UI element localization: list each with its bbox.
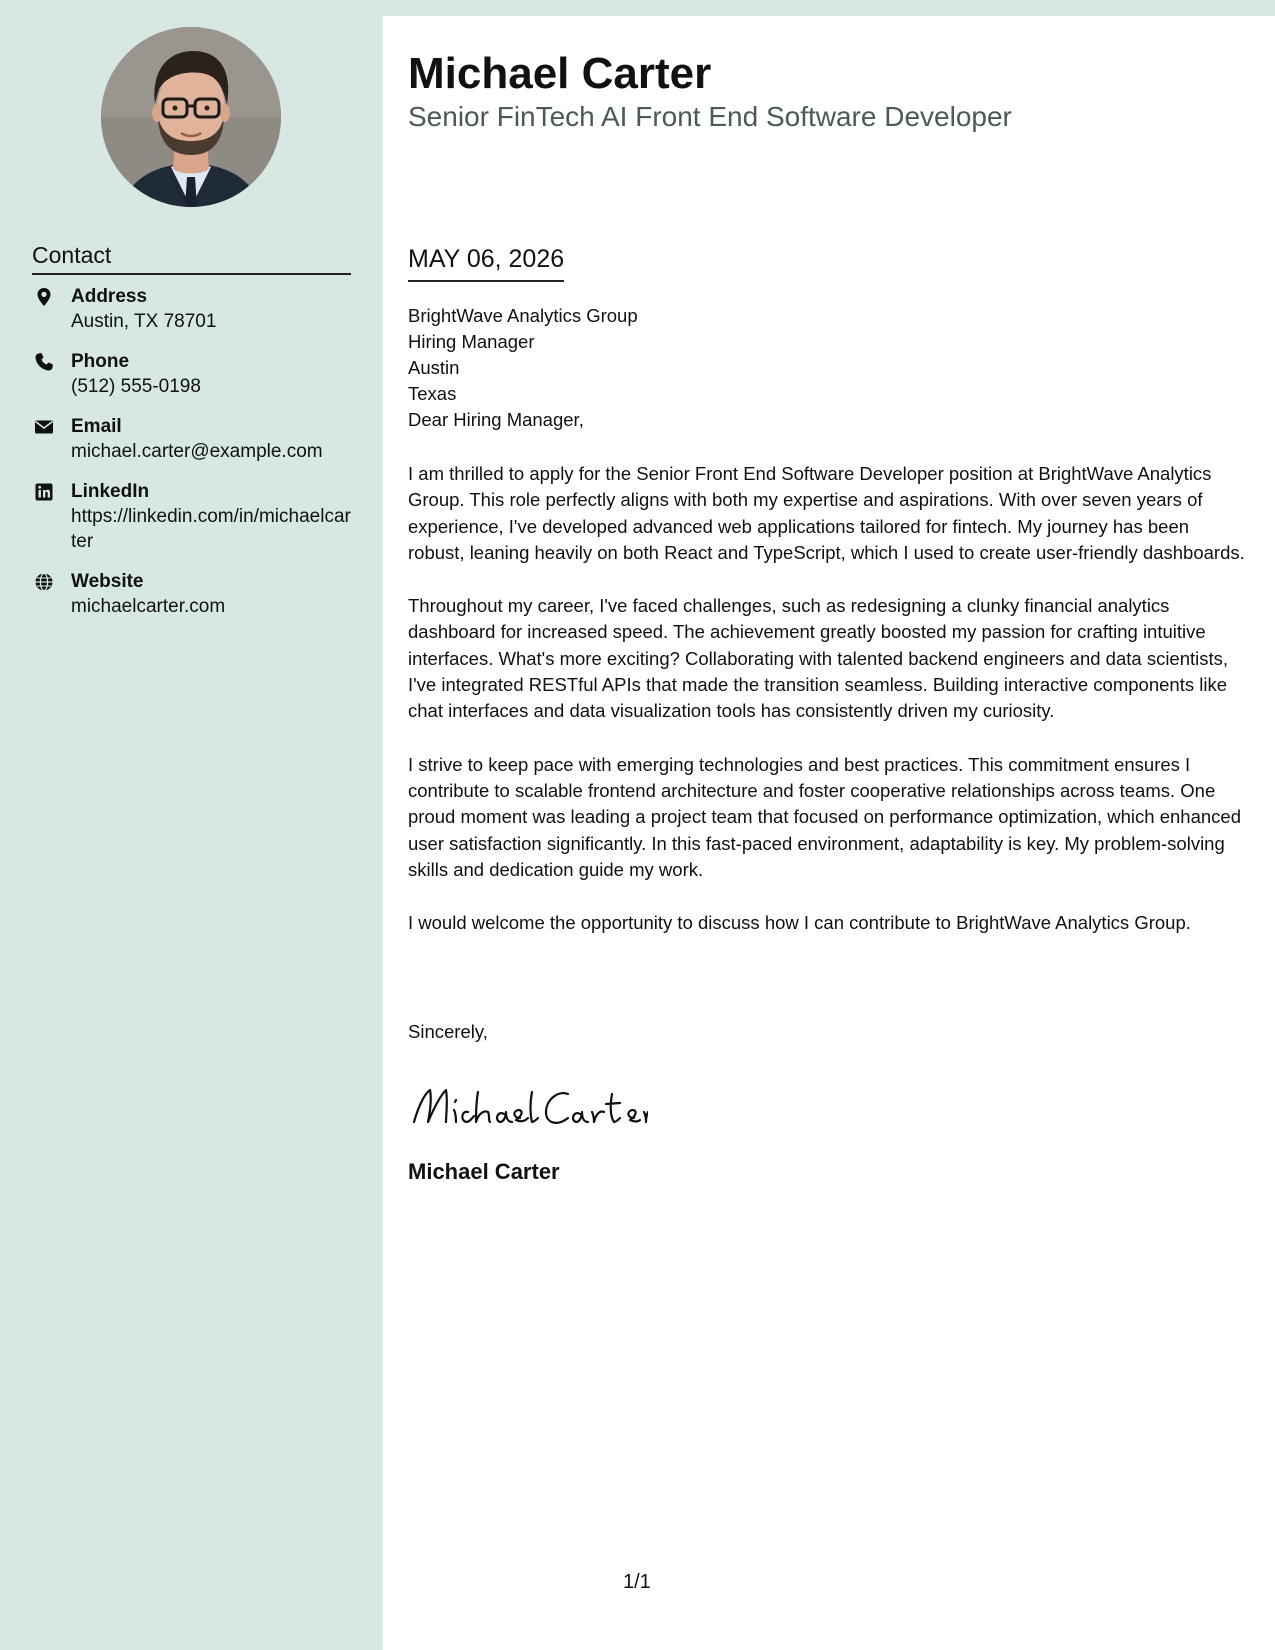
body-paragraph: Throughout my career, I've faced challenges, such as redesigning a clunky financial analytics dashboard for increased speed. The achievement greatly boosted my passion for crafting intuitive interfaces. What's more exciting? Collaborating with talented backend engineers and data scientists, I've integrated RESTful APIs that made the transition seamless. Building interactive components like chat interfaces and data visualization tools has consistently driven my curiosity. <box>408 595 1229 722</box>
signed-name: Michael Carter <box>408 1159 560 1184</box>
contact-item-phone <box>32 349 352 399</box>
recipient-city: Austin <box>408 357 460 378</box>
applicant-name: Michael Carter <box>408 49 712 98</box>
closing: Sincerely, <box>408 1021 488 1042</box>
job-title: Senior FinTech AI Front End Software Developer <box>408 101 1012 132</box>
contact-label: LinkedIn <box>71 481 150 502</box>
contact-item-linkedin <box>32 479 352 554</box>
body-paragraph: I am thrilled to apply for the Senior Front End Software Developer position at BrightWave Analytics Group. This role perfectly aligns with both my expertise and aspirations. With over seven years of experience, I've developed advanced web applications tailored for fintech. My journey has been robust, leaning heavily on both React and TypeScript, which I used to create user-friendly dashboards. <box>408 463 1245 563</box>
profile-photo <box>101 27 281 207</box>
contact-item-email <box>32 414 352 464</box>
letter-main <box>383 16 1275 1650</box>
portrait-illustration <box>101 27 281 207</box>
globe-icon <box>34 572 54 592</box>
contact-item-website <box>32 569 352 619</box>
contact-value: https://linkedin.com/in/michaelcarter <box>71 506 351 552</box>
contact-label: Email <box>71 416 122 437</box>
letter-date: MAY 06, 2026 <box>408 244 564 282</box>
map-pin-icon <box>34 287 54 307</box>
page-number: 1/1 <box>623 1571 651 1593</box>
letter-body <box>408 461 1250 963</box>
contact-label: Phone <box>71 351 130 372</box>
contact-item-address <box>32 284 352 334</box>
handwritten-signature <box>408 1078 648 1138</box>
recipient-title: Hiring Manager <box>408 331 535 352</box>
phone-icon <box>34 352 54 372</box>
contact-label: Website <box>71 571 144 592</box>
recipient-company: BrightWave Analytics Group <box>408 305 638 326</box>
salutation: Dear Hiring Manager, <box>408 409 584 430</box>
recipient-block <box>408 303 638 433</box>
contact-heading: Contact <box>32 241 351 275</box>
contact-value: (512) 555-0198 <box>71 376 201 397</box>
recipient-state: Texas <box>408 383 457 404</box>
contact-value: Austin, TX 78701 <box>71 311 217 332</box>
body-paragraph: I strive to keep pace with emerging technologies and best practices. This commitment ensures I contribute to scalable frontend architecture and foster cooperative relationships across teams. One proud moment was leading a project team that focused on performance optimization, which enhanced user satisfaction significantly. In this fast-paced environment, adaptability is key. My problem-solving skills and dedication guide my work. <box>408 753 1241 880</box>
contact-value: michael.carter@example.com <box>71 441 323 462</box>
linkedin-icon <box>34 482 54 502</box>
contact-label: Address <box>71 286 148 307</box>
contact-list <box>32 284 352 634</box>
contact-value: michaelcarter.com <box>71 596 226 617</box>
sidebar <box>0 0 383 1650</box>
body-paragraph: I would welcome the opportunity to discuss how I can contribute to BrightWave Analytics Group. <box>408 912 1191 934</box>
envelope-icon <box>34 417 54 437</box>
